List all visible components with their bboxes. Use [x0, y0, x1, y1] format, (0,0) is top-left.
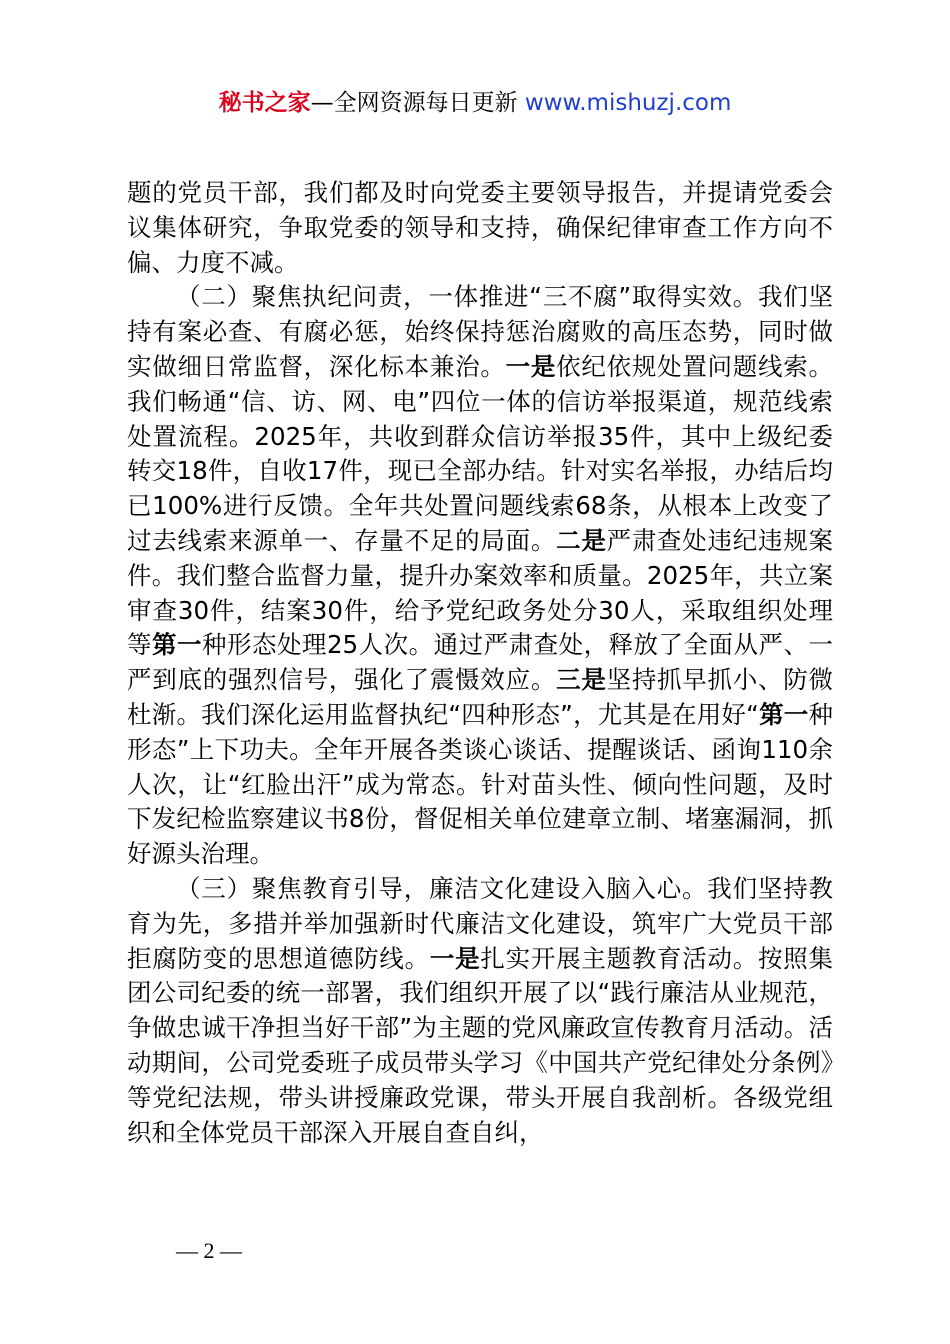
- brand-name: 秘书之家: [218, 90, 311, 116]
- page-number: — 2 —: [176, 1238, 242, 1263]
- paragraph-2-point-3b: 种形态”上下功夫。全年开展各类谈心谈话、提醒谈话、函询110余人次，让“红脸出汗”成为常态。针对苗头性、倾向性问题，及时下发纪检监察建议书8份，督促相关单位建章立制、堵塞漏洞，抓好源头治理。: [127, 699, 834, 869]
- paragraph-2-point-2b: 种形态处理25人次。通过严肃查处，释放了全面从严、一严到底的强烈信号，强化了震慑效应。: [127, 630, 834, 695]
- paragraph-3: [127, 872, 833, 1150]
- paragraph-1: 题的党员干部，我们都及时向党委主要领导报告，并提请党委会议集体研究，争取党委的领导和支持，确保纪律审查工作方向不偏、力度不减。: [127, 178, 833, 277]
- bold-marker-second: 二是: [556, 525, 607, 555]
- header-url[interactable]: www.mishuzj.com: [524, 90, 732, 116]
- paragraph-2-point-2a: 严肃查处违纪违规案件。我们整合监督力量，提升办案效率和质量。2025年，共立案审查30件，结案30件，给予党纪政务处分30人，采取组织处理等: [127, 525, 834, 660]
- bold-marker-third: 三是: [556, 665, 607, 695]
- header-tagline: —全网资源每日更新: [310, 90, 525, 116]
- paragraph-3-intro: （三）聚焦教育引导，廉洁文化建设入脑入心。我们坚持教育为先，多措并举加强新时代廉洁文化建设，筑牢广大党员干部拒腐防变的思想道德防线。: [127, 873, 833, 973]
- paragraph-3-point-1: 扎实开展主题教育活动。按照集团公司纪委的统一部署，我们组织开展了以“践行廉洁从业规范，争做忠诚干净担当好干部”为主题的党风廉政宣传教育月活动。活动期间，公司党委班子成员带头学习《中国共产党纪律处分条例》等党纪法规，带头讲授廉政党课，带头开展自我剖析。各级党组织和全体党员干部深入开展自查自纠，: [127, 943, 834, 1147]
- paragraph-2: [127, 280, 833, 872]
- document-body: [127, 176, 833, 1150]
- paragraph-2-point-1: 依纪依规处置问题线索。我们畅通“信、访、网、电”四位一体的信访举报渠道，规范线索处置流程。2025年，共收到群众信访举报35件，其中上级纪委转交18件，自收17件，现已全部办结。针对实名举报，办结后均已100%进行反馈。全年共处置问题线索68条，从根本上改变了过去线索来源单一、存量不足的局面。: [127, 351, 834, 555]
- paragraph-2-point-3a: 坚持抓早抓小、防微杜渐。我们深化运用监督执纪“四种形态”，尤其是在用好“: [127, 665, 834, 729]
- document-header: [0, 86, 950, 120]
- bold-term-first-form-2: 第一: [758, 699, 809, 729]
- bold-marker-first: 一是: [505, 351, 557, 381]
- bold-marker-first-p3: 一是: [429, 943, 481, 973]
- bold-term-first-form: 第一: [152, 630, 202, 660]
- paragraph-2-intro: （二）聚焦执纪问责，一体推进“三不腐”取得实效。我们坚持有案必查、有腐必惩，始终保持惩治腐败的高压态势，同时做实做细日常监督，深化标本兼治。: [127, 282, 833, 381]
